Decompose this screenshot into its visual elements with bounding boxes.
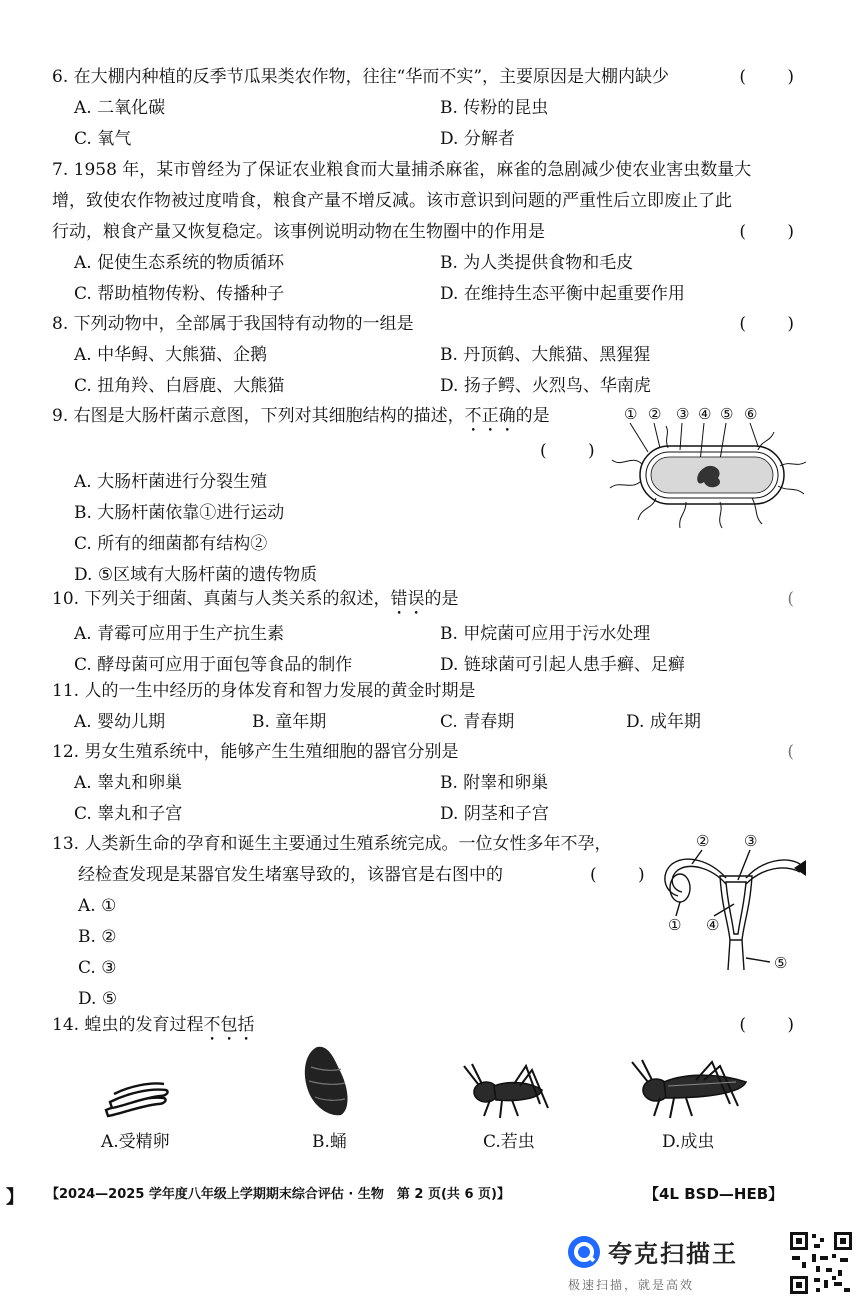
answer-bracket: ( ) [739, 314, 812, 334]
caption-adult: D.成虫 [662, 1132, 715, 1152]
diagram-label-5: ⑤ [720, 405, 734, 423]
option-a: A. 二氧化碳 [74, 98, 166, 118]
option-a: A. 睾丸和卵巢 [74, 773, 183, 793]
scanner-brand: 夸克扫描王 [608, 1240, 738, 1268]
answer-bracket: ( ) [739, 1015, 812, 1035]
diagram-label-1: ① [624, 405, 638, 423]
option-c: C. 氧气 [74, 129, 132, 149]
diagram-label-1: ① [668, 916, 682, 934]
question-11 [52, 676, 812, 738]
option-b: B. 为人类提供食物和毛皮 [440, 253, 634, 273]
question-stem-line: 经检查发现是某器官发生堵塞导致的，该器官是右图中的 [78, 865, 503, 885]
eggs-picture [100, 1080, 172, 1120]
option-d: D. 阴茎和子宫 [440, 804, 549, 824]
question-stem-tail: 的是 [515, 406, 550, 426]
diagram-label-6: ⑥ [744, 405, 758, 423]
question-12 [52, 737, 812, 830]
option-d: D. 在维持生态平衡中起重要作用 [440, 284, 685, 304]
diagram-label-3: ③ [744, 832, 758, 850]
option-a: A. 婴幼儿期 [74, 712, 166, 732]
question-stem-line: 13. 人类新生命的孕育和诞生主要通过生殖系统完成。一位女性多年不孕， [52, 834, 612, 854]
emphasis-text: 错误 [390, 589, 425, 609]
option-b: B. 传粉的昆虫 [440, 98, 549, 118]
caption-nymph: C.若虫 [483, 1132, 535, 1152]
question-stem: 8. 下列动物中，全部属于我国特有动物的一组是 [52, 314, 414, 334]
option-b: B. 甲烷菌可应用于污水处理 [440, 624, 651, 644]
answer-bracket: ( ) [590, 865, 663, 885]
reproductive-diagram [650, 830, 806, 975]
scanner-logo-icon [566, 1234, 602, 1270]
option-c: C. 睾丸和子宫 [74, 804, 183, 824]
question-7 [52, 155, 812, 310]
option-d: D. 扬子鳄、火烈鸟、华南虎 [440, 376, 651, 396]
option-d: D. 链球菌可引起人患手癣、足癣 [440, 655, 685, 675]
answer-bracket: ( ) [739, 222, 812, 242]
ecoli-diagram [608, 402, 808, 532]
option-c: C. 所有的细菌都有结构② [74, 534, 268, 554]
question-14 [52, 1010, 812, 1045]
option-b: B. 童年期 [252, 712, 327, 732]
option-a: A. 中华鲟、大熊猫、企鹅 [74, 345, 268, 365]
option-d: D. 分解者 [440, 129, 515, 149]
option-a: A. 青霉可应用于生产抗生素 [74, 624, 285, 644]
footer-left-mark: 】 [6, 1187, 24, 1208]
option-b: B. 附睾和卵巢 [440, 773, 549, 793]
option-c: C. 帮助植物传粉、传播种子 [74, 284, 285, 304]
question-stem: 14. 蝗虫的发育过程 [52, 1015, 204, 1035]
question-stem: 10. 下列关于细菌、真菌与人类关系的叙述， [52, 589, 391, 609]
caption-eggs: A.受精卵 [101, 1132, 170, 1152]
option-c: C. ③ [78, 958, 117, 978]
diagram-label-2: ② [696, 832, 710, 850]
question-stem-line: 7. 1958 年，某市曾经为了保证农业粮食而大量捕杀麻雀，麻雀的急剧减少使农业害虫数量大 [52, 160, 752, 180]
option-a: A. 促使生态系统的物质循环 [74, 253, 285, 273]
option-b: B. ② [78, 927, 117, 947]
option-c: C. 青春期 [440, 712, 515, 732]
question-stem-tail: 的是 [424, 589, 459, 609]
question-stem: 12. 男女生殖系统中，能够产生生殖细胞的器官分别是 [52, 742, 459, 762]
diagram-label-4: ④ [706, 916, 720, 934]
option-d: D. ⑤区域有大肠杆菌的遗传物质 [74, 565, 318, 585]
emphasis-text: 不正确 [464, 406, 516, 426]
question-10 [52, 584, 812, 681]
footer-code: 【4L BSD—HEB】 [644, 1185, 784, 1203]
page-footer [0, 1183, 860, 1211]
answer-bracket: ( ) [739, 67, 812, 87]
emphasis-text: 不包括 [203, 1015, 255, 1035]
option-d: D. 成年期 [626, 712, 701, 732]
diagram-label-2: ② [648, 405, 662, 423]
qr-code-icon [788, 1230, 854, 1296]
option-c: C. 酵母菌可应用于面包等食品的制作 [74, 655, 353, 675]
option-d: D. ⑤ [78, 989, 118, 1009]
nymph-picture [460, 1062, 552, 1120]
answer-bracket: ( ) [540, 441, 613, 461]
question-6 [52, 62, 812, 155]
option-b: B. 大肠杆菌依靠①进行运动 [74, 503, 285, 523]
answer-bracket: ( [787, 589, 812, 609]
option-a: A. ① [78, 896, 117, 916]
adult-locust-picture [626, 1058, 750, 1120]
scanner-watermark [566, 1230, 856, 1300]
pupa-picture [295, 1043, 355, 1119]
question-stem-line: 行动，粮食产量又恢复稳定。该事例说明动物在生物圈中的作用是 [52, 222, 545, 242]
option-b: B. 丹顶鹤、大熊猫、黑猩猩 [440, 345, 651, 365]
option-c: C. 扭角羚、白唇鹿、大熊猫 [74, 376, 285, 396]
answer-bracket: ( [787, 742, 812, 762]
option-a: A. 大肠杆菌进行分裂生殖 [74, 472, 268, 492]
diagram-label-4: ④ [698, 405, 712, 423]
diagram-label-3: ③ [676, 405, 690, 423]
caption-pupa: B.蛹 [312, 1132, 347, 1152]
question-8 [52, 309, 812, 402]
diagram-label-5: ⑤ [774, 954, 788, 972]
question-stem: 9. 右图是大肠杆菌示意图，下列对其细胞结构的描述， [52, 406, 465, 426]
question-stem-line: 增，致使农作物被过度啃食，粮食产量不增反减。该市意识到问题的严重性后立即废止了此 [52, 191, 732, 211]
scanner-slogan: 极速扫描，就是高效 [568, 1278, 695, 1292]
question-stem: 11. 人的一生中经历的身体发育和智力发展的黄金时期是 [52, 681, 476, 701]
footer-title: 【2024—2025 学年度八年级上学期期末综合评估 · 生物 第 2 页(共 6 页)】 [46, 1187, 510, 1202]
question-stem: 6. 在大棚内种植的反季节瓜果类农作物，往往“华而不实”，主要原因是大棚内缺少 [52, 67, 670, 87]
